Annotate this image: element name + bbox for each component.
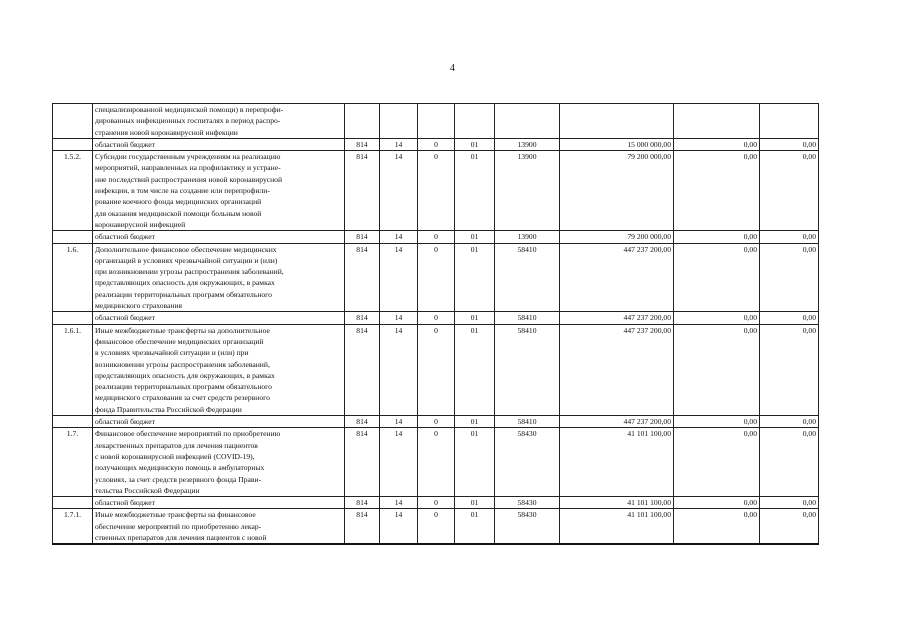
amount-year3-cell: 0,00 <box>760 324 819 415</box>
amount-year2-cell: 0,00 <box>674 243 760 312</box>
direction-code-cell: 58430 <box>495 509 560 544</box>
table-row <box>53 509 819 544</box>
table-row <box>53 151 819 231</box>
amount-year1-cell: 447 237 200,00 <box>560 416 674 428</box>
amount-year1-cell: 79 200 000,00 <box>560 151 674 231</box>
subprogram-code-cell: 01 <box>455 151 495 231</box>
description-line: в условиях чрезвычайной ситуации и (или) при <box>95 348 249 358</box>
direction-code-cell: 58410 <box>495 312 560 324</box>
program-code-cell <box>418 104 455 139</box>
description-line: мероприятий, направленных на профилактику и устране- <box>95 163 281 173</box>
row-number-cell <box>53 312 93 324</box>
subprogram-code-cell: 01 <box>455 231 495 243</box>
program-code-cell: 0 <box>418 428 455 497</box>
description-line: финансовое обеспечение медицинских организаций <box>95 336 264 346</box>
amount-year3-cell: 0,00 <box>760 151 819 231</box>
description-line: странения новой коронавирусной инфекции <box>95 127 238 137</box>
ministry-code-cell: 814 <box>345 151 380 231</box>
description-cell <box>93 138 345 150</box>
amount-year3-cell: 0,00 <box>760 509 819 544</box>
amount-year2-cell: 0,00 <box>674 151 760 231</box>
description-line: Иные межбюджетные трансферты на финансовое <box>95 510 256 520</box>
description-line: дированных инфекционных госпиталях в период распро- <box>95 116 281 126</box>
row-number-cell <box>53 104 93 139</box>
program-code-cell: 0 <box>418 497 455 509</box>
description-line: областной бюджет <box>95 232 155 242</box>
row-number-cell <box>53 497 93 509</box>
description-line: получающих медицинскую помощь в амбулаторных <box>95 463 265 473</box>
description-line: областной бюджет <box>95 313 155 323</box>
amount-year2-cell: 0,00 <box>674 416 760 428</box>
amount-year2-cell: 0,00 <box>674 138 760 150</box>
description-line: обеспечение мероприятий по приобретению лекар- <box>95 521 262 531</box>
subprogram-code-cell: 01 <box>455 138 495 150</box>
ministry-code-cell: 814 <box>345 497 380 509</box>
amount-year3-cell: 0,00 <box>760 138 819 150</box>
description-line: специализированной медицинской помощи) в перепрофи- <box>95 105 284 114</box>
amount-year3-cell: 0,00 <box>760 497 819 509</box>
ministry-code-cell: 814 <box>345 416 380 428</box>
description-line: ние последствий распространения новой коронавирусной <box>95 174 283 184</box>
subprogram-code-cell <box>455 104 495 139</box>
table-row <box>53 428 819 497</box>
direction-code-cell: 13900 <box>495 138 560 150</box>
program-code-cell: 0 <box>418 509 455 544</box>
amount-year2-cell: 0,00 <box>674 231 760 243</box>
subprogram-code-cell: 01 <box>455 497 495 509</box>
program-code-cell: 0 <box>418 312 455 324</box>
description-line: медицинского страхования <box>95 301 183 311</box>
budget-table <box>52 103 819 545</box>
description-cell <box>93 104 345 139</box>
row-number-cell: 1.6. <box>53 243 93 312</box>
description-line: организаций в условиях чрезвычайной ситуации и (или) <box>95 255 278 265</box>
row-number-cell: 1.7.1. <box>53 509 93 544</box>
table-body <box>53 104 819 545</box>
section-code-cell: 14 <box>380 138 418 150</box>
description-line: представляющих опасность для окружающих, в рамках <box>95 370 275 380</box>
description-cell <box>93 509 345 544</box>
program-code-cell: 0 <box>418 243 455 312</box>
section-code-cell: 14 <box>380 243 418 312</box>
description-line: Субсидии государственным учреждениям на реализацию <box>95 152 281 162</box>
amount-year2-cell: 0,00 <box>674 324 760 415</box>
program-code-cell: 0 <box>418 151 455 231</box>
amount-year3-cell: 0,00 <box>760 243 819 312</box>
description-line: фонда Правительства Российской Федерации <box>95 404 242 414</box>
row-number-cell: 1.6.1. <box>53 324 93 415</box>
section-code-cell: 14 <box>380 324 418 415</box>
description-line: реализации территориальных программ обязательного <box>95 382 272 392</box>
amount-year3-cell <box>760 104 819 139</box>
section-code-cell: 14 <box>380 497 418 509</box>
description-line: Иные межбюджетные трансферты на дополнительное <box>95 325 270 335</box>
direction-code-cell: 58410 <box>495 324 560 415</box>
ministry-code-cell: 814 <box>345 312 380 324</box>
table-row <box>53 104 819 139</box>
section-code-cell: 14 <box>380 416 418 428</box>
ministry-code-cell: 814 <box>345 243 380 312</box>
amount-year2-cell: 0,00 <box>674 428 760 497</box>
amount-year1-cell: 15 000 000,00 <box>560 138 674 150</box>
direction-code-cell: 13900 <box>495 231 560 243</box>
ministry-code-cell: 814 <box>345 509 380 544</box>
description-cell <box>93 416 345 428</box>
direction-code-cell: 58410 <box>495 243 560 312</box>
ministry-code-cell: 814 <box>345 138 380 150</box>
description-line: коронавирусной инфекцией <box>95 219 186 229</box>
description-line: областной бюджет <box>95 417 155 427</box>
description-cell <box>93 324 345 415</box>
description-cell <box>93 151 345 231</box>
ministry-code-cell: 814 <box>345 231 380 243</box>
table-row <box>53 324 819 415</box>
section-code-cell: 14 <box>380 428 418 497</box>
amount-year1-cell: 41 101 100,00 <box>560 509 674 544</box>
row-number-cell <box>53 138 93 150</box>
amount-year1-cell: 79 200 000,00 <box>560 231 674 243</box>
row-number-cell <box>53 231 93 243</box>
amount-year1-cell: 41 101 100,00 <box>560 428 674 497</box>
section-code-cell: 14 <box>380 312 418 324</box>
table-row <box>53 138 819 150</box>
direction-code-cell: 58410 <box>495 416 560 428</box>
amount-year3-cell: 0,00 <box>760 428 819 497</box>
description-cell <box>93 497 345 509</box>
description-line: с новой коронавирусной инфекцией (COVID-19), <box>95 451 255 461</box>
program-code-cell: 0 <box>418 416 455 428</box>
subprogram-code-cell: 01 <box>455 243 495 312</box>
direction-code-cell: 13900 <box>495 151 560 231</box>
section-code-cell: 14 <box>380 509 418 544</box>
section-code-cell <box>380 104 418 139</box>
description-line: при возникновении угрозы распространения заболеваний, <box>95 267 284 277</box>
page-number: 4 <box>450 63 455 74</box>
amount-year3-cell: 0,00 <box>760 416 819 428</box>
description-line: тельства Российской Федерации <box>95 485 200 495</box>
direction-code-cell: 58430 <box>495 428 560 497</box>
row-number-cell: 1.7. <box>53 428 93 497</box>
direction-code-cell: 58430 <box>495 497 560 509</box>
description-cell <box>93 428 345 497</box>
description-line: представляющих опасность для окружающих, в рамках <box>95 278 275 288</box>
program-code-cell: 0 <box>418 138 455 150</box>
amount-year1-cell: 447 237 200,00 <box>560 243 674 312</box>
program-code-cell: 0 <box>418 324 455 415</box>
description-line: рование коечного фонда медицинских организаций <box>95 197 262 207</box>
amount-year2-cell: 0,00 <box>674 497 760 509</box>
table-row <box>53 231 819 243</box>
table-row <box>53 497 819 509</box>
subprogram-code-cell: 01 <box>455 324 495 415</box>
subprogram-code-cell: 01 <box>455 509 495 544</box>
subprogram-code-cell: 01 <box>455 416 495 428</box>
amount-year1-cell <box>560 104 674 139</box>
amount-year2-cell: 0,00 <box>674 312 760 324</box>
description-line: областной бюджет <box>95 139 155 149</box>
table-row <box>53 312 819 324</box>
amount-year3-cell: 0,00 <box>760 312 819 324</box>
ministry-code-cell: 814 <box>345 324 380 415</box>
description-line: реализации территориальных программ обязательного <box>95 289 272 299</box>
direction-code-cell <box>495 104 560 139</box>
description-line: ственных препаратов для лечения пациентов с новой <box>95 532 267 542</box>
description-line: для оказания медицинской помощи больным новой <box>95 208 262 218</box>
description-line: лекарственных препаратов для лечения пациентов <box>95 440 258 450</box>
description-cell <box>93 312 345 324</box>
description-line: медицинского страхования за счет средств резервного <box>95 393 270 403</box>
table-row <box>53 243 819 312</box>
description-line: Дополнительное финансовое обеспечение медицинских <box>95 244 277 254</box>
subprogram-code-cell: 01 <box>455 428 495 497</box>
section-code-cell: 14 <box>380 231 418 243</box>
description-line: условиях, за счет средств резервного фонда Прави- <box>95 474 262 484</box>
amount-year3-cell: 0,00 <box>760 231 819 243</box>
program-code-cell: 0 <box>418 231 455 243</box>
description-line: Финансовое обеспечение мероприятий по приобретению <box>95 429 281 439</box>
row-number-cell <box>53 416 93 428</box>
ministry-code-cell <box>345 104 380 139</box>
amount-year1-cell: 447 237 200,00 <box>560 324 674 415</box>
description-line: областной бюджет <box>95 498 155 508</box>
row-number-cell: 1.5.2. <box>53 151 93 231</box>
description-cell <box>93 243 345 312</box>
description-cell <box>93 231 345 243</box>
amount-year1-cell: 41 101 100,00 <box>560 497 674 509</box>
ministry-code-cell: 814 <box>345 428 380 497</box>
amount-year2-cell <box>674 104 760 139</box>
description-line: инфекции, в том числе на создание или перепрофили- <box>95 186 270 196</box>
subprogram-code-cell: 01 <box>455 312 495 324</box>
description-line: возникновении угрозы распространения заболеваний, <box>95 359 270 369</box>
amount-year2-cell: 0,00 <box>674 509 760 544</box>
section-code-cell: 14 <box>380 151 418 231</box>
amount-year1-cell: 447 237 200,00 <box>560 312 674 324</box>
table-row <box>53 416 819 428</box>
